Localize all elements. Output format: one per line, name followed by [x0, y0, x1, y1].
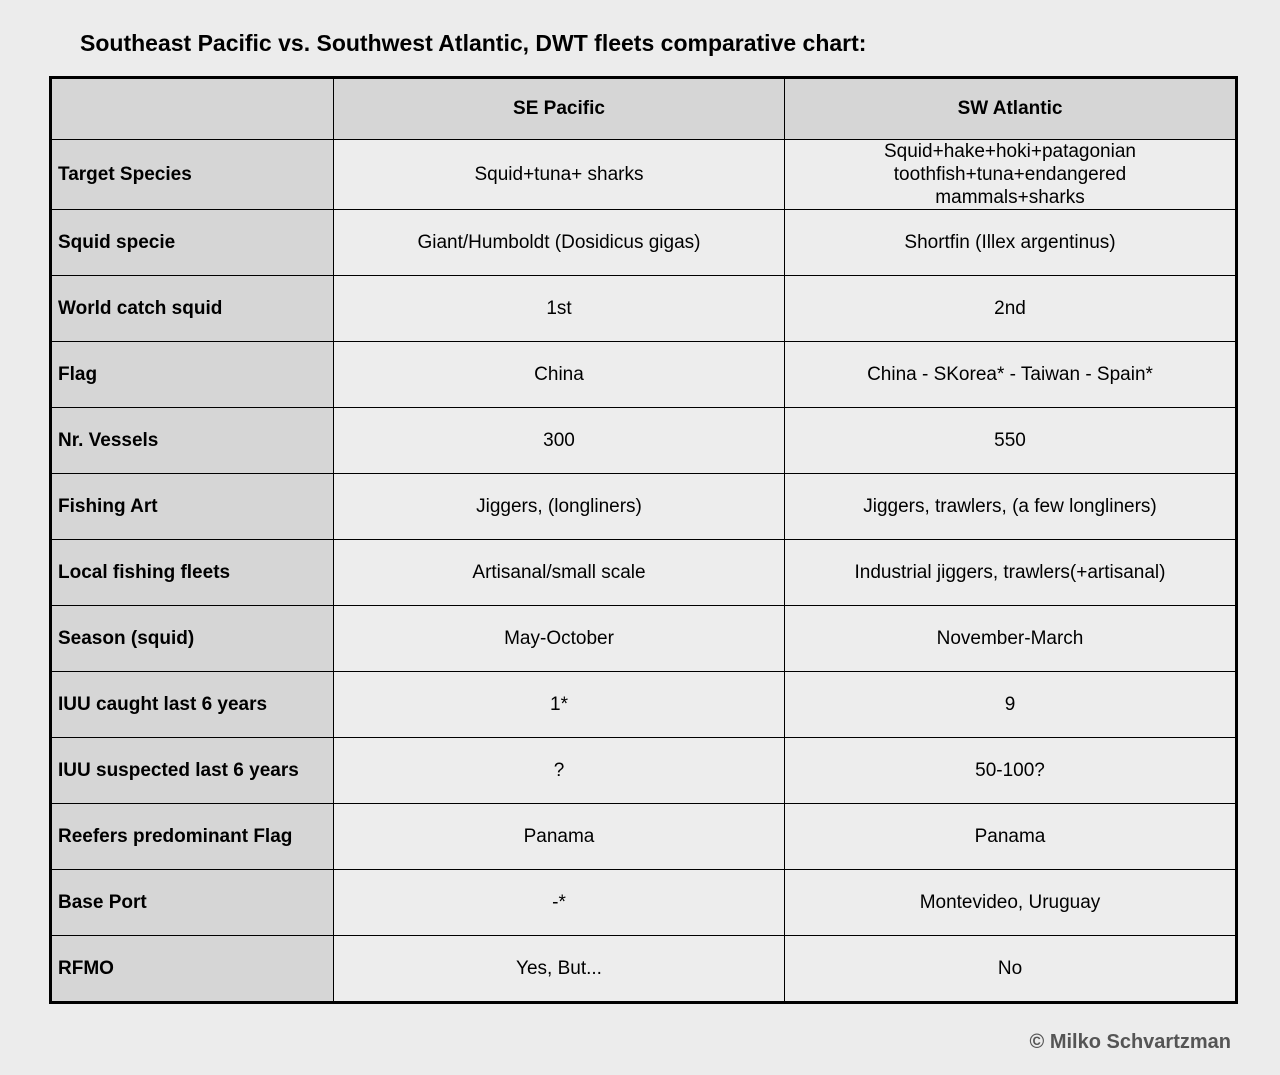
sw-atlantic-cell: 50-100? [785, 738, 1237, 804]
sw-atlantic-cell: No [785, 936, 1237, 1003]
row-label: Target Species [51, 140, 334, 210]
table-row [51, 606, 1237, 672]
table-row [51, 738, 1237, 804]
se-pacific-cell: 1st [334, 276, 785, 342]
sw-atlantic-cell: 2nd [785, 276, 1237, 342]
se-pacific-cell: 300 [334, 408, 785, 474]
sw-atlantic-cell: 9 [785, 672, 1237, 738]
row-label: Flag [51, 342, 334, 408]
table-row [51, 140, 1237, 210]
row-label: Nr. Vessels [51, 408, 334, 474]
se-pacific-cell: Panama [334, 804, 785, 870]
sw-atlantic-cell: Panama [785, 804, 1237, 870]
se-pacific-cell: -* [334, 870, 785, 936]
table-row [51, 804, 1237, 870]
row-label: Local fishing fleets [51, 540, 334, 606]
se-pacific-cell: Giant/Humboldt (Dosidicus gigas) [334, 210, 785, 276]
se-pacific-cell: Yes, But... [334, 936, 785, 1003]
row-label: Reefers predominant Flag [51, 804, 334, 870]
se-pacific-cell: Jiggers, (longliners) [334, 474, 785, 540]
sw-atlantic-cell: China - SKorea* - Taiwan - Spain* [785, 342, 1237, 408]
table-row [51, 870, 1237, 936]
row-label: Fishing Art [51, 474, 334, 540]
se-pacific-cell: China [334, 342, 785, 408]
row-label: RFMO [51, 936, 334, 1003]
table-header-row [51, 78, 1237, 140]
row-label: World catch squid [51, 276, 334, 342]
header-se-pacific: SE Pacific [334, 78, 785, 140]
comparison-table [49, 76, 1238, 1004]
sw-atlantic-cell: Shortfin (Illex argentinus) [785, 210, 1237, 276]
table-body [51, 140, 1237, 1003]
se-pacific-cell: May-October [334, 606, 785, 672]
se-pacific-cell: Squid+tuna+ sharks [334, 140, 785, 210]
header-blank-cell [51, 78, 334, 140]
row-label: Season (squid) [51, 606, 334, 672]
row-label: IUU caught last 6 years [51, 672, 334, 738]
header-sw-atlantic: SW Atlantic [785, 78, 1237, 140]
se-pacific-cell: 1* [334, 672, 785, 738]
sw-atlantic-cell: 550 [785, 408, 1237, 474]
table-row [51, 210, 1237, 276]
sw-atlantic-cell: Jiggers, trawlers, (a few longliners) [785, 474, 1237, 540]
table-row [51, 276, 1237, 342]
table-row [51, 474, 1237, 540]
sw-atlantic-cell: Squid+hake+hoki+patagonian toothfish+tuna+endangered mammals+sharks [785, 140, 1237, 210]
row-label: IUU suspected last 6 years [51, 738, 334, 804]
row-label: Base Port [51, 870, 334, 936]
table-row [51, 672, 1237, 738]
page-title: Southeast Pacific vs. Southwest Atlantic, DWT fleets comparative chart: [80, 30, 867, 56]
sw-atlantic-cell: Industrial jiggers, trawlers(+artisanal) [785, 540, 1237, 606]
table-row [51, 540, 1237, 606]
se-pacific-cell: ? [334, 738, 785, 804]
sw-atlantic-cell: November-March [785, 606, 1237, 672]
table-row [51, 342, 1237, 408]
copyright-credit: © Milko Schvartzman [1029, 1031, 1231, 1053]
se-pacific-cell: Artisanal/small scale [334, 540, 785, 606]
table-row [51, 408, 1237, 474]
row-label: Squid specie [51, 210, 334, 276]
table-row [51, 936, 1237, 1003]
sw-atlantic-cell: Montevideo, Uruguay [785, 870, 1237, 936]
